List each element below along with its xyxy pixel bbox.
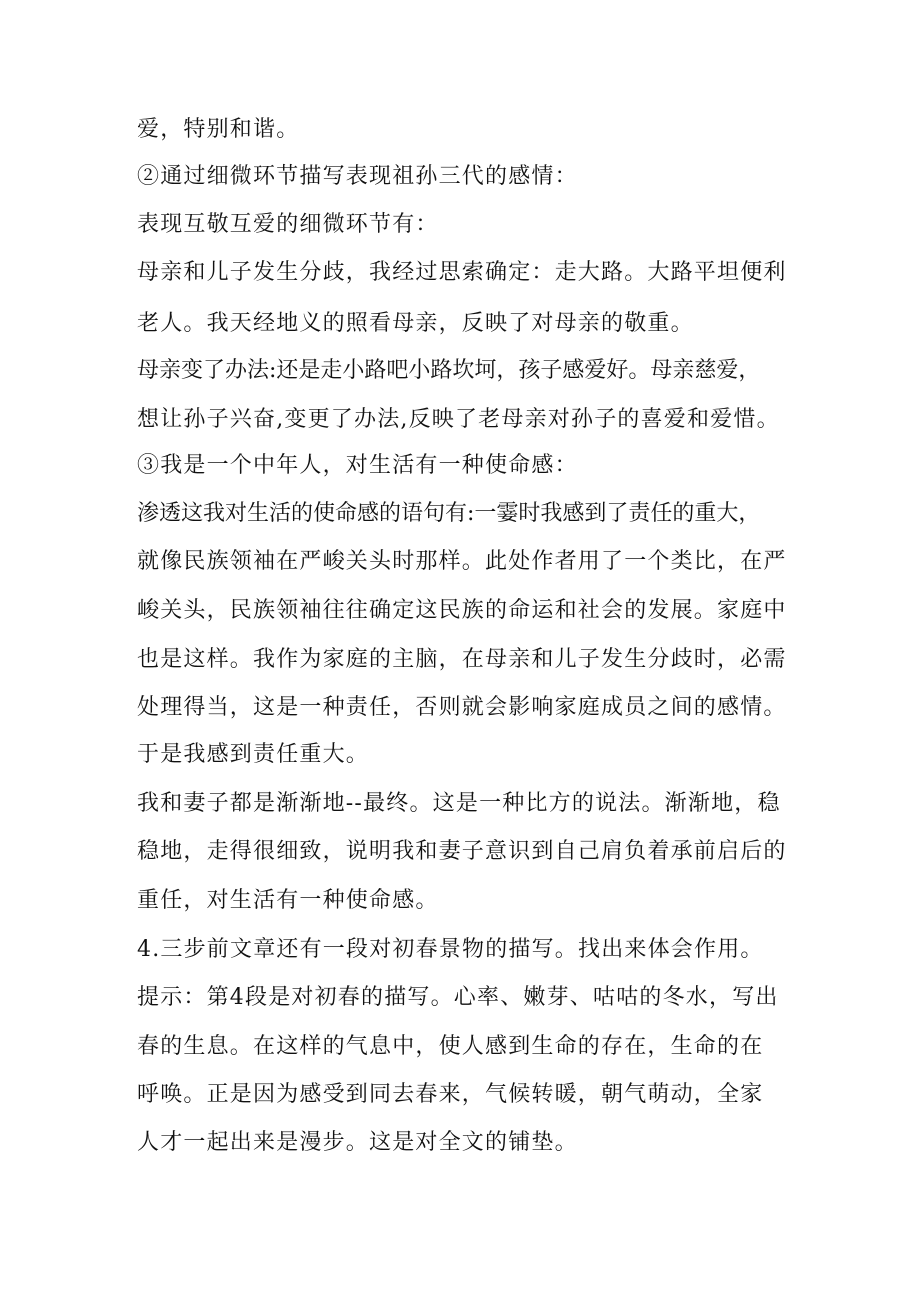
text-line: 爱，特别和谐。 [137, 117, 300, 142]
text-line: 老人。我天经地义的照看母亲，反映了对母亲的敬重。 [137, 311, 694, 336]
text-line: ②通过细微环节描写表现祖孙三代的感情： [137, 164, 578, 189]
text-line: 人才一起出来是漫步。这是对全文的铺垫。 [137, 1130, 578, 1155]
text-line: 就像民族领袖在严峻关头时那样。此处作者用了一个类比，在严 [137, 549, 787, 574]
text-line: 呼唤。正是因为感受到同去春来，气候转暖，朝气萌动，全家 [137, 1082, 764, 1107]
text-line: ③我是一个中年人，对生活有一种使命感： [137, 453, 578, 478]
text-line: 也是这样。我作为家庭的主脑，在母亲和儿子发生分歧时，必需 [137, 647, 787, 672]
text-line: 母亲和儿子发生分歧，我经过思索确定：走大路。大路平坦便利 [137, 260, 787, 285]
text-line: 4.三步前文章还有一段对初春景物的描写。找出来体会作用。 [137, 937, 764, 962]
text-line: 渗透这我对生活的使命感的语句有:一霎时我感到了责任的重大， [137, 501, 761, 526]
text-line: 春的生息。在这样的气息中，使人感到生命的存在，生命的在 [137, 1034, 764, 1059]
text-line: 于是我感到责任重大。 [137, 742, 370, 767]
text-line: 我和妻子都是渐渐地--最终。这是一种比方的说法。渐渐地，稳 [137, 791, 781, 816]
text-line: 表现互敬互爱的细微环节有： [137, 212, 439, 237]
text-line: 重任，对生活有一种使命感。 [137, 888, 439, 913]
text-line: 峻关头，民族领袖往往确定这民族的命运和社会的发展。家庭中 [137, 598, 787, 623]
text-line: 想让孙子兴奋,变更了办法,反映了老母亲对孙子的喜爱和爱惜。 [137, 407, 780, 432]
text-line: 提示：第4段是对初春的描写。心率、嫩芽、咕咕的冬水，写出 [137, 985, 779, 1010]
text-line: 处理得当，这是一种责任，否则就会影响家庭成员之间的感情。 [137, 695, 787, 720]
text-line: 母亲变了办法:还是走小路吧小路坎坷，孩子感爱好。母亲慈爱， [137, 358, 761, 383]
text-line: 稳地，走得很细致，说明我和妻子意识到自己肩负着承前启后的 [137, 839, 787, 864]
